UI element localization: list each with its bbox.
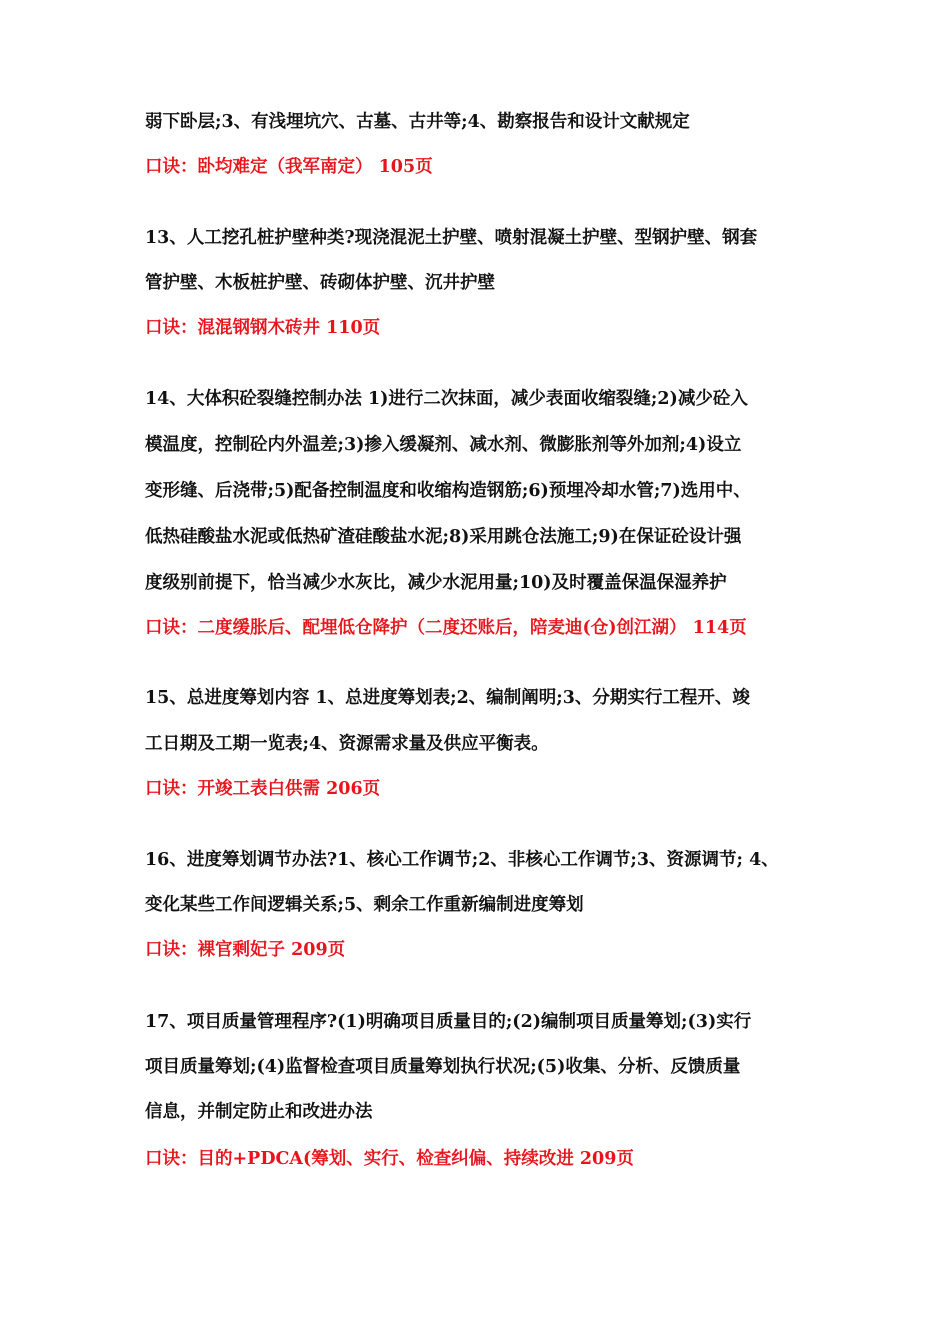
body-text-line: 信息，并制定防止和改进办法: [145, 1102, 373, 1122]
body-text-line: 变化某些工作间逻辑关系;5、剩余工作重新编制进度筹划: [145, 895, 584, 915]
body-text-line: 17、项目质量管理程序?(1)明确项目质量目的;(2)编制项目质量筹划;(3)实行: [145, 1012, 752, 1032]
body-text-line: 项目质量筹划;(4)监督检查项目质量筹划执行状况;(5)收集、分析、反馈质量: [145, 1057, 741, 1077]
body-text-line: 低热硅酸盐水泥或低热矿渣硅酸盐水泥;8)采用跳仓法施工;9)在保证砼设计强: [145, 527, 742, 547]
body-text-line: 模温度，控制砼内外温差;3)掺入缓凝剂、减水剂、微膨胀剂等外加剂;4)设立: [145, 435, 742, 455]
body-text-line: 管护壁、木板桩护壁、砖砌体护壁、沉井护壁: [145, 273, 495, 293]
body-text-line: 15、总进度筹划内容 1、总进度筹划表;2、编制阐明;3、分期实行工程开、竣: [145, 688, 750, 708]
mnemonic-line: 口诀：目的+PDCA(筹划、实行、检查纠偏、持续改进 209页: [145, 1149, 634, 1169]
mnemonic-line: 口诀：裸官剩妃子 209页: [145, 940, 346, 960]
body-text-line: 变形缝、后浇带;5)配备控制温度和收缩构造钢筋;6)预埋冷却水管;7)选用中、: [145, 481, 751, 501]
mnemonic-line: 口诀：卧均难定（我军南定） 105页: [145, 157, 433, 177]
body-text-line: 13、人工挖孔桩护壁种类?现浇混泥土护壁、喷射混凝土护壁、型钢护壁、钢套: [145, 228, 758, 248]
body-text-line: 16、进度筹划调节办法?1、核心工作调节;2、非核心工作调节;3、资源调节; 4、: [145, 850, 779, 870]
mnemonic-line: 口诀：开竣工表白供需 206页: [145, 779, 381, 799]
mnemonic-line: 口诀：混混钢钢木砖井 110页: [145, 318, 381, 338]
body-text-line: 弱下卧层;3、有浅埋坑穴、古墓、古井等;4、勘察报告和设计文献规定: [145, 112, 690, 132]
mnemonic-line: 口诀：二度缓胀后、配埋低仓降护（二度还账后，陪麦迪(仓)创江湖） 114页: [145, 618, 747, 638]
body-text-line: 度级别前提下，恰当减少水灰比，减少水泥用量;10)及时覆盖保温保湿养护: [145, 573, 727, 593]
body-text-line: 14、大体积砼裂缝控制办法 1)进行二次抹面，减少表面收缩裂缝;2)减少砼入: [145, 389, 748, 409]
body-text-line: 工日期及工期一览表;4、资源需求量及供应平衡表。: [145, 734, 549, 754]
